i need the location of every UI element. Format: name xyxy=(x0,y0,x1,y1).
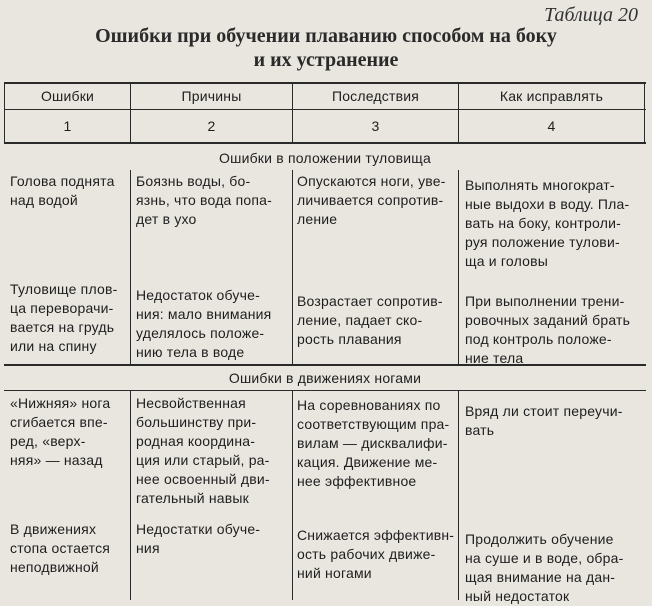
column-number-4: 4 xyxy=(547,118,556,134)
col-3-divider-s2 xyxy=(458,391,459,600)
section-2-title-bottom-border xyxy=(4,390,646,391)
col-1-divider-s2 xyxy=(130,391,131,600)
table-cell: Продолжить обучение на суше и в воде, обра- щая внимание на дан- ный недостаток xyxy=(465,531,624,604)
col-3-divider-s1 xyxy=(458,170,459,364)
table-cell: Выполнять многократ- ные выдохи в воду. Пла- вать на боку, контроли- руя положение тулови- ща и головы xyxy=(465,177,630,269)
table-cell: Возрастает сопротив- ление, падает ско- рость плавания xyxy=(297,293,443,347)
errors-table xyxy=(4,82,646,604)
table-cell: На соревнованиях по соответствующим пра- вилам — дисквалифи- кация. Движение ме- нее эффективное xyxy=(297,397,450,489)
table-title xyxy=(0,24,652,72)
header-errors: Ошибки xyxy=(40,88,95,104)
header-fix: Как исправлять xyxy=(499,88,604,104)
title-line-1: Ошибки при обучении плаванию способом на боку xyxy=(95,25,557,47)
table-cell: Опускаются ноги, уве- личивается сопротив- ление xyxy=(297,173,446,227)
table-cell: Туловище плов- ца переворачи- вается на грудь или на спину xyxy=(10,281,118,354)
table-cell: Вряд ли стоит переучи- вать xyxy=(465,403,623,438)
table-cell: Недостаток обуче- ния: мало внимания уделялось положе- нию тела в воде xyxy=(136,287,272,360)
table-cell: Недостатки обуче- ния xyxy=(136,521,261,556)
table-number-label: Таблица 20 xyxy=(544,4,638,26)
col-1-divider-s1 xyxy=(130,170,131,364)
col-2-divider-s1 xyxy=(292,170,293,364)
column-number-2: 2 xyxy=(207,118,216,134)
column-number-3: 3 xyxy=(371,118,380,134)
table-cell: Снижается эффективн- ость рабочих движе- ний ногами xyxy=(297,527,455,581)
table-cell: При выполнении трени- ровочных заданий брать под контроль положе- ние тела xyxy=(465,293,631,366)
section-title-body-position: Ошибки в положении туловища xyxy=(219,150,431,166)
table-cell: «Нижняя» нога сгибается впе- ред, «верх- няя» — назад xyxy=(10,395,111,468)
table-cell: В движениях стопа остается неподвижной xyxy=(10,521,111,575)
table-cell: Боязнь воды, бо- язнь, что вода попа- дет в ухо xyxy=(136,173,273,227)
table-top-border xyxy=(4,82,646,84)
header-divider xyxy=(4,109,646,110)
title-line-2: и их устранение xyxy=(253,49,399,71)
header-causes: Причины xyxy=(181,88,242,104)
table-right-border-head xyxy=(644,82,645,144)
column-number-1: 1 xyxy=(63,118,72,134)
header-consequences: Последствия xyxy=(331,88,420,104)
section-title-leg-movements: Ошибки в движениях ногами xyxy=(228,370,422,386)
col-2-divider-s2 xyxy=(292,391,293,600)
numbers-bottom-border xyxy=(4,142,646,144)
table-cell: Несвойственная большинству при- родная координа- ция или старый, ра- нее освоенный дви- гательный навык xyxy=(136,395,270,506)
table-cell: Голова поднята над водой xyxy=(10,173,115,208)
